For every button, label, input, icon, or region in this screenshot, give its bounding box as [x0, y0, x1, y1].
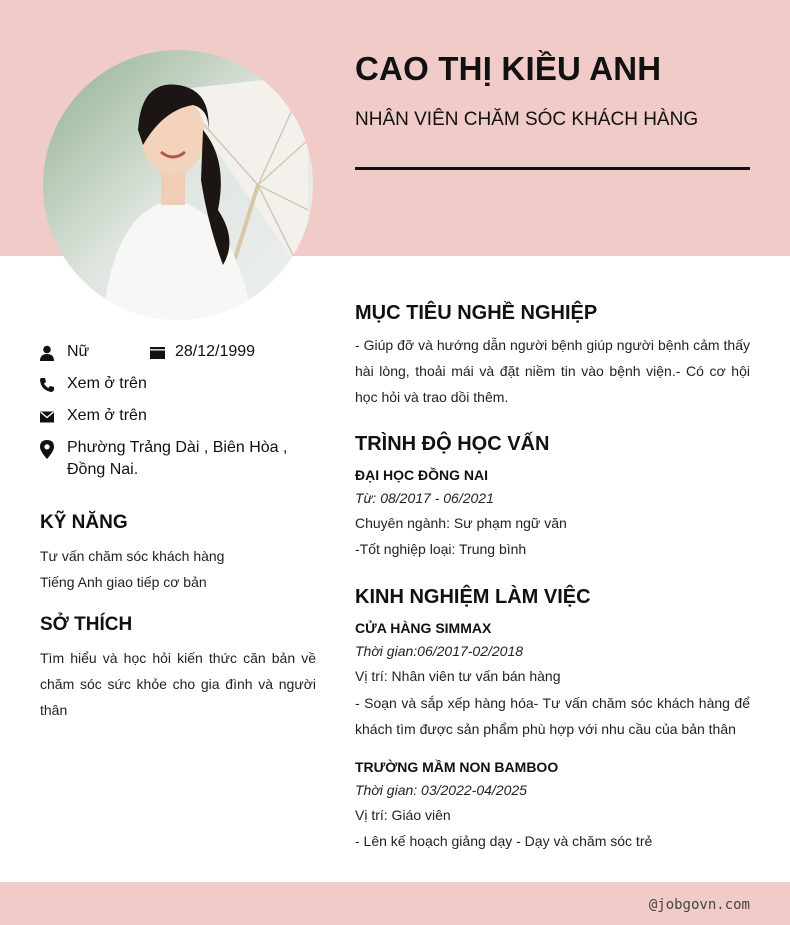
job-title: NHÂN VIÊN CHĂM SÓC KHÁCH HÀNG [355, 109, 699, 130]
job-period: Thời gian: 03/2022-04/2025 [355, 782, 527, 798]
objective-text: - Giúp đỡ và hướng dẫn người bệnh giúp người bệnh cảm thấy hài lòng, thoải mái và đặt niềm tin vào bệnh viện.- Có cơ hội học hỏi và trao dồi thêm. [355, 337, 750, 405]
calendar-icon [150, 346, 165, 359]
birthdate-value: 28/12/1999 [175, 343, 256, 360]
email-value: Xem ở trên [67, 407, 147, 424]
job-description: - Lên kế hoạch giảng dạy - Dạy và chăm sóc trẻ [355, 833, 653, 849]
education-major: Chuyên ngành: Sư phạm ngữ văn [355, 515, 567, 531]
job-period: Thời gian:06/2017-02/2018 [355, 643, 524, 659]
person-icon [40, 345, 54, 361]
phone-value: Xem ở trên [67, 375, 147, 392]
gender-value: Nữ [67, 343, 90, 360]
address-value: Phường Trảng Dài , Biên Hòa , Đồng Nai. [67, 439, 288, 478]
header-divider [355, 167, 750, 170]
objective-title: MỤC TIÊU NGHỀ NGHIỆP [355, 302, 598, 324]
job-company: CỬA HÀNG SIMMAX [355, 620, 492, 636]
location-pin-icon [40, 440, 54, 459]
experience-title: KINH NGHIỆM LÀM VIỆC [355, 586, 591, 608]
hobbies-title: SỞ THÍCH [40, 614, 133, 635]
watermark-text: @jobgovn.com [648, 897, 750, 913]
candidate-name: CAO THỊ KIỀU ANH [355, 50, 662, 87]
hobbies-text: Tìm hiểu và học hỏi kiến thức căn bản về chăm sóc sức khỏe cho gia đình và người thân [40, 650, 316, 718]
job-position: Vị trí: Nhân viên tư vấn bán hàng [355, 668, 561, 684]
mail-icon [40, 411, 54, 423]
profile-photo [43, 50, 313, 320]
skill-item: Tiếng Anh giao tiếp cơ bản [40, 574, 207, 590]
education-period: Từ: 08/2017 - 06/2021 [355, 490, 494, 506]
education-grade: -Tốt nghiệp loại: Trung bình [355, 541, 527, 557]
job-description: - Soạn và sắp xếp hàng hóa- Tư vấn chăm sóc khách hàng để khách tìm được sản phẩm phù hợp với nhu cầu của bản thân [355, 695, 750, 737]
job-position: Vị trí: Giáo viên [355, 807, 451, 823]
school-name: ĐẠI HỌC ĐỒNG NAI [355, 467, 488, 483]
education-title: TRÌNH ĐỘ HỌC VẤN [355, 433, 550, 455]
skills-title: KỸ NĂNG [40, 512, 128, 533]
job-company: TRƯỜNG MẦM NON BAMBOO [355, 759, 559, 775]
phone-icon [40, 377, 54, 393]
skill-item: Tư vấn chăm sóc khách hàng [40, 548, 225, 564]
